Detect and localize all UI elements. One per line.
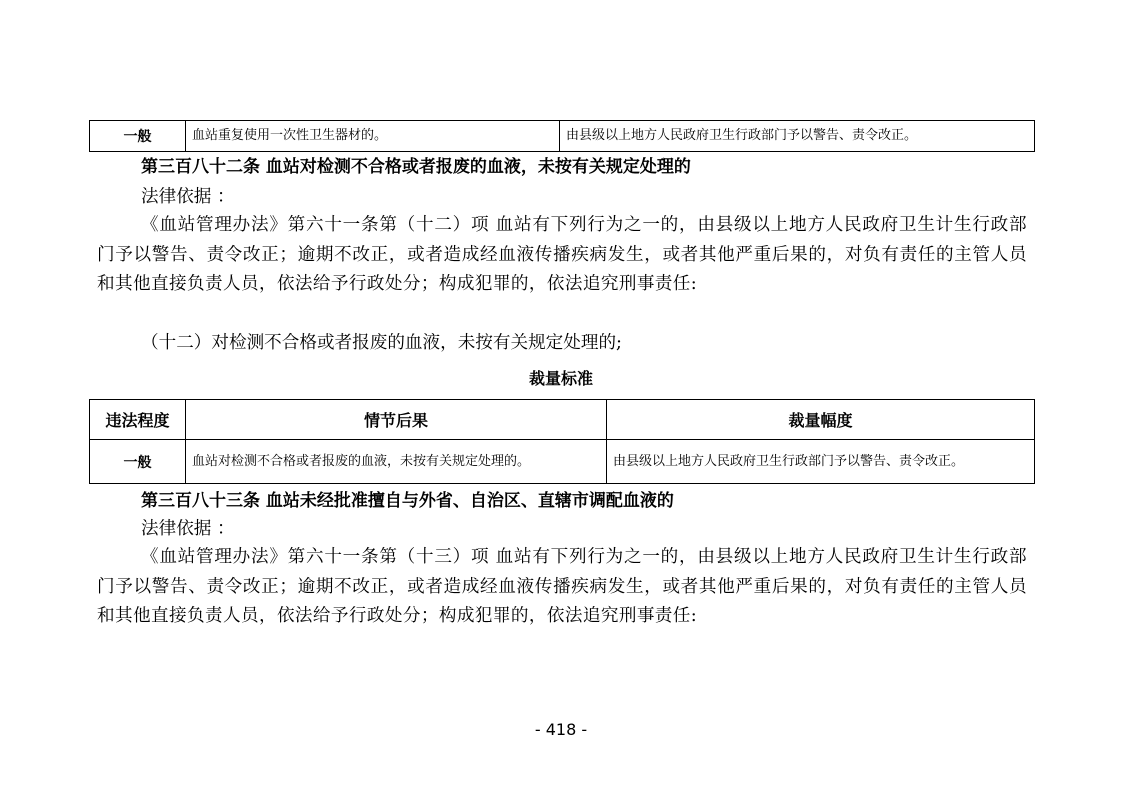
violation-level-cell: 一般 bbox=[90, 121, 186, 152]
table-row bbox=[90, 440, 1035, 484]
column-header-penalty-range: 裁量幅度 bbox=[607, 400, 1035, 440]
penalty-range-cell: 由县级以上地方人民政府卫生行政部门予以警告、责令改正。 bbox=[607, 440, 1035, 484]
violation-level-cell: 一般 bbox=[90, 440, 186, 484]
article-382-item: （十二）对检测不合格或者报废的血液，未按有关规定处理的; bbox=[141, 333, 622, 353]
table-caption: 裁量标准 bbox=[528, 369, 593, 388]
article-382-basis-text: 《血站管理办法》第六十一条第（十二）项 血站有下列行为之一的，由县级以上地方人民政府卫生计生行政部门予以警告、责令改正；逾期不改正，或者造成经血液传播疾病发生，或者其他严重后果的，对负有责任的主管人员和其他直接负责人员，依法给予行政处分；构成犯罪的，依法追究刑事责任: bbox=[97, 215, 1027, 295]
article-382-title: 第三百八十二条 血站对检测不合格或者报废的血液，未按有关规定处理的 bbox=[141, 157, 691, 177]
circumstance-cell: 血站对检测不合格或者报废的血液，未按有关规定处理的。 bbox=[186, 440, 607, 484]
discretion-standard-table bbox=[89, 399, 1035, 484]
column-header-violation-level: 违法程度 bbox=[90, 400, 186, 440]
article-382-basis-label: 法律依据 ： bbox=[141, 187, 235, 207]
discretion-table-continued bbox=[89, 120, 1035, 152]
column-header-circumstance: 情节后果 bbox=[186, 400, 607, 440]
penalty-range-cell: 由县级以上地方人民政府卫生行政部门予以警告、责令改正。 bbox=[560, 121, 1035, 152]
table-row bbox=[90, 121, 1035, 152]
circumstance-cell: 血站重复使用一次性卫生器材的。 bbox=[186, 121, 560, 152]
article-383-basis-text: 《血站管理办法》第六十一条第（十三）项 血站有下列行为之一的，由县级以上地方人民政府卫生计生行政部门予以警告、责令改正；逾期不改正，或者造成经血液传播疾病发生，或者其他严重后果的，对负有责任的主管人员和其他直接负责人员，依法给予行政处分；构成犯罪的，依法追究刑事责任: bbox=[97, 547, 1027, 627]
table-header-row bbox=[90, 400, 1035, 440]
page-number: - 418 - bbox=[534, 720, 588, 739]
article-383-basis-label: 法律依据 ： bbox=[141, 519, 235, 539]
article-383-title: 第三百八十三条 血站未经批准擅自与外省、自治区、直辖市调配血液的 bbox=[141, 491, 674, 511]
